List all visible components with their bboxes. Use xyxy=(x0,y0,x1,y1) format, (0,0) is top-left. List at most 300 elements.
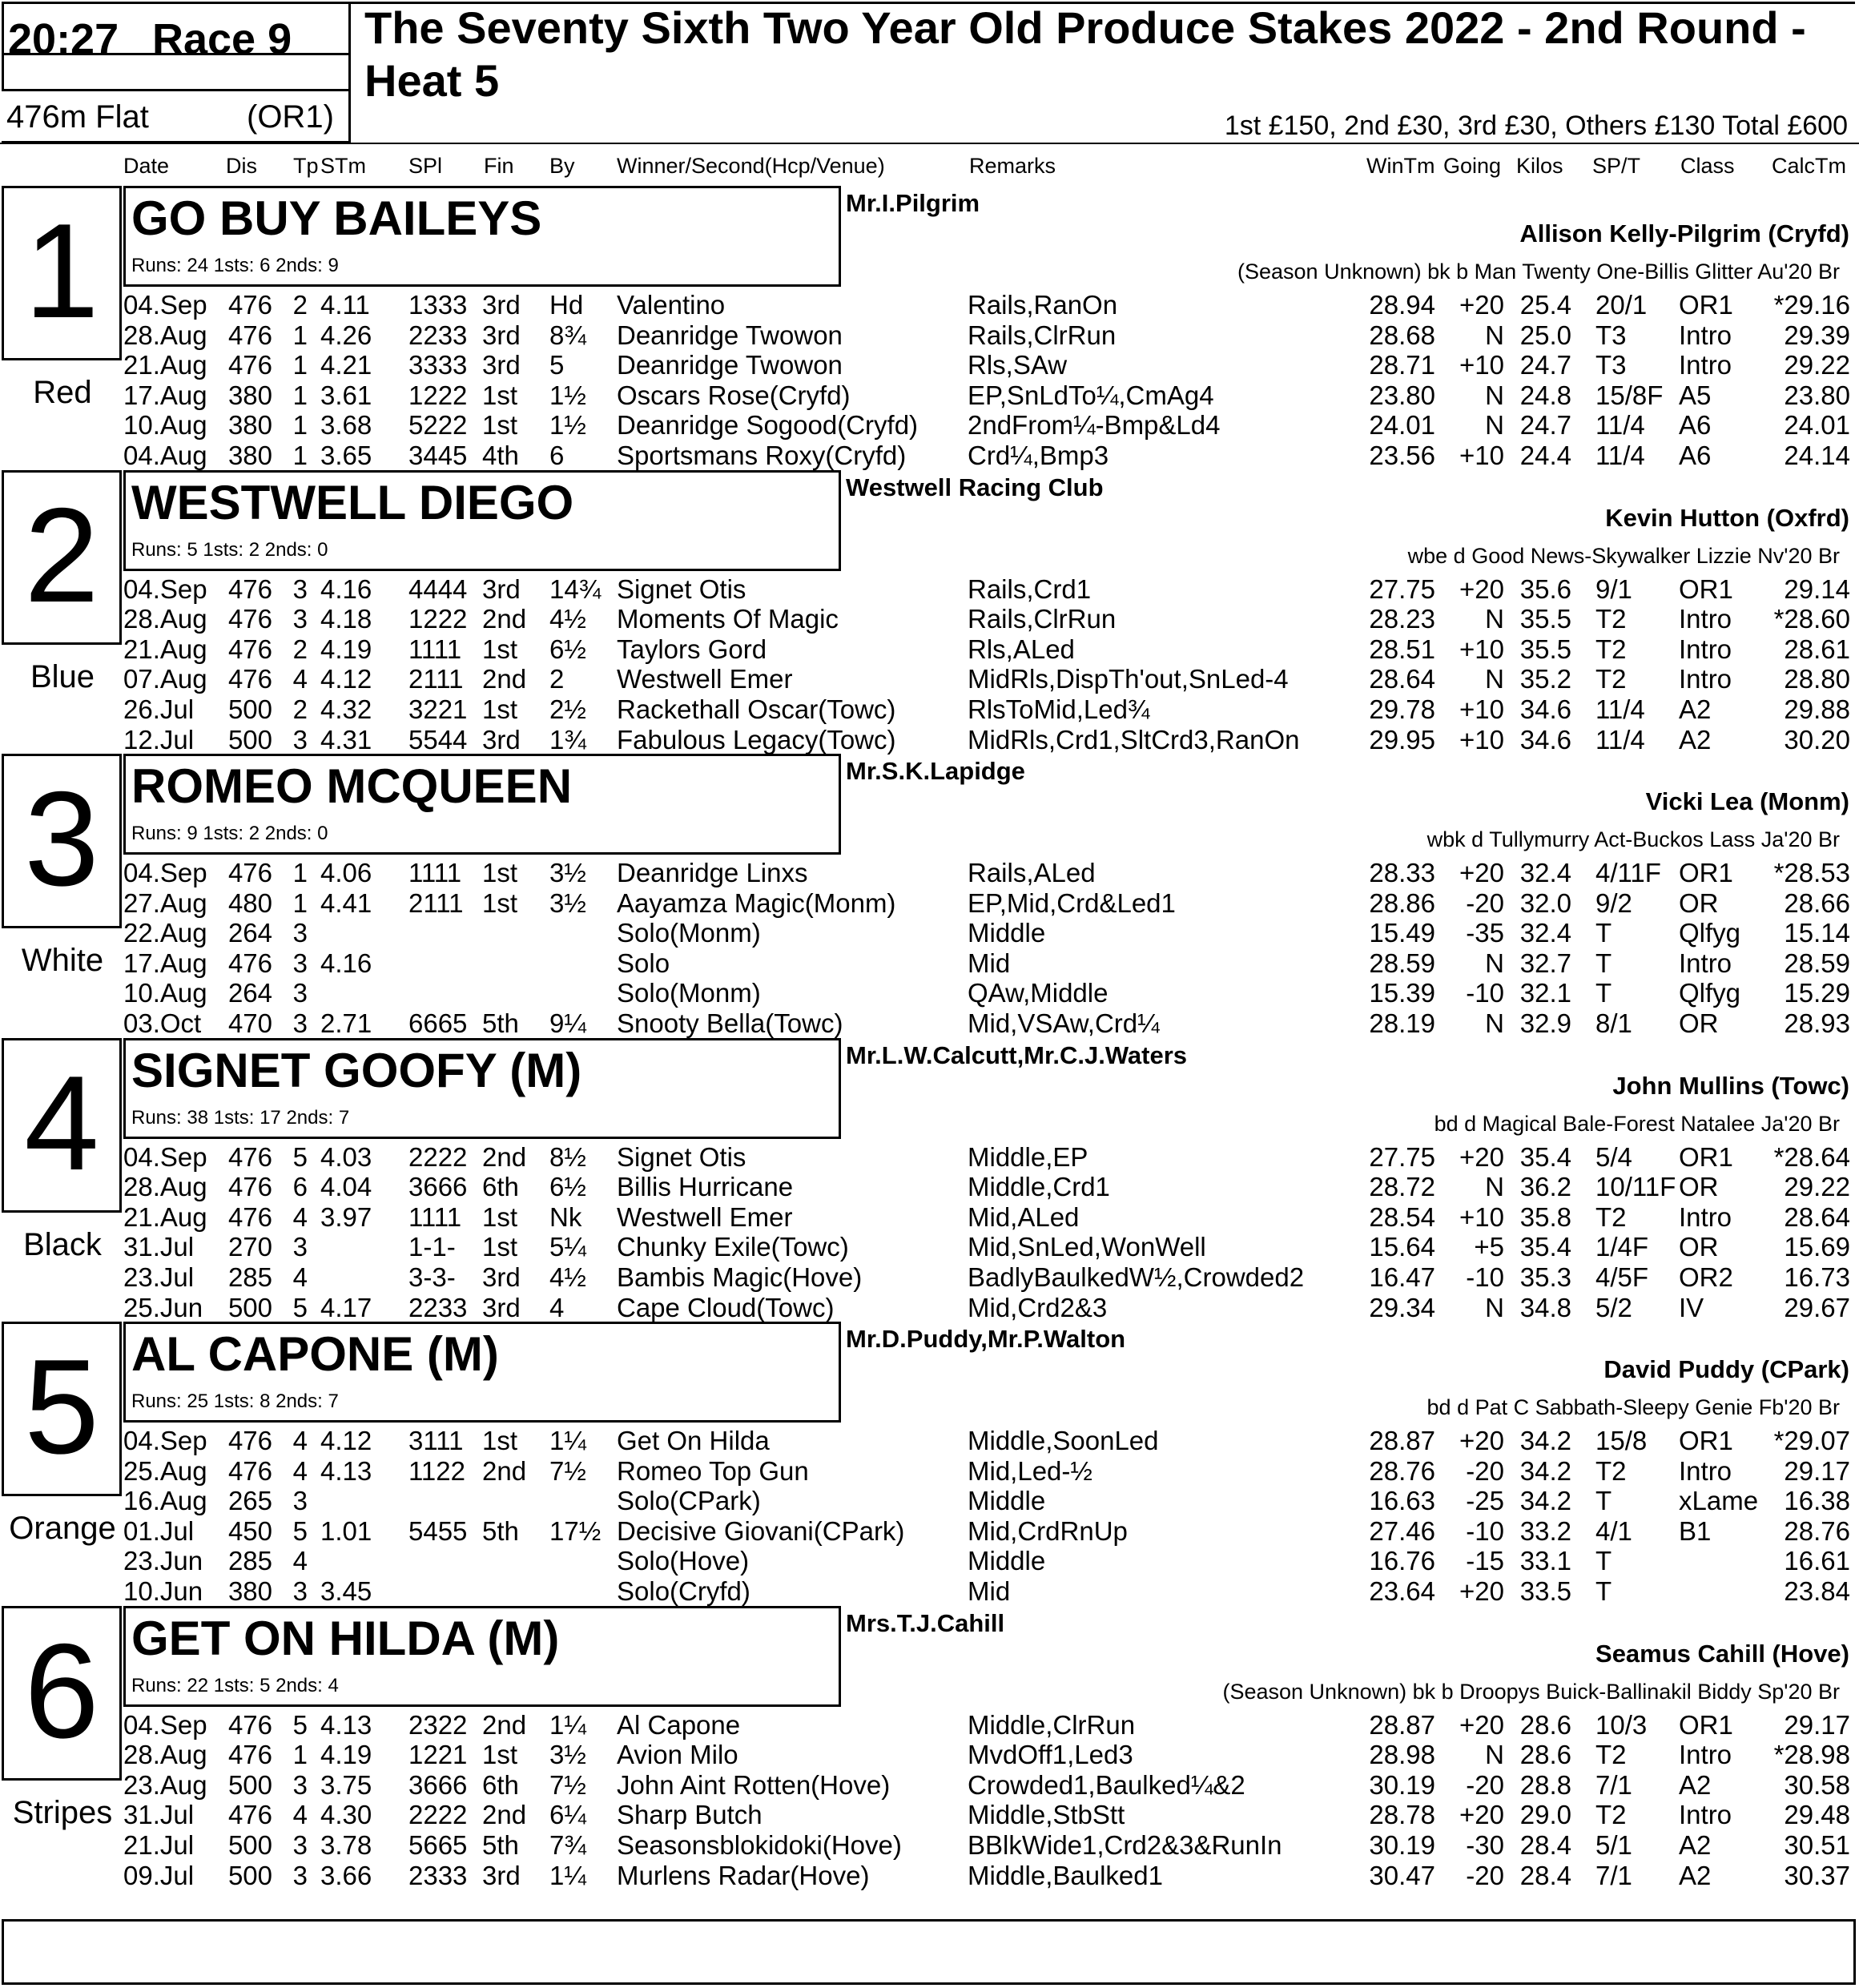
trainer-name: Seamus Cahill (Hove) xyxy=(1595,1639,1849,1668)
form-cell-wintm: 27.46 xyxy=(1369,1515,1435,1546)
form-cell-by: 3½ xyxy=(549,887,586,918)
form-cell-spl: 2233 xyxy=(408,320,468,350)
form-cell-winner: Cape Cloud(Towc) xyxy=(617,1292,835,1322)
form-cell-date: 09.Jul xyxy=(123,1860,195,1890)
form-cell-wintm: 28.94 xyxy=(1369,290,1435,320)
form-cell-wintm: 28.51 xyxy=(1369,634,1435,664)
race-grade: (OR1) xyxy=(247,99,334,135)
form-cell-going: +20 xyxy=(1459,1576,1504,1606)
form-cell-spt: 1/4F xyxy=(1595,1232,1649,1262)
form-cell-dis: 380 xyxy=(227,1576,272,1606)
form-cell-by: 4½ xyxy=(549,604,586,634)
form-cell-tp: 1 xyxy=(292,410,308,441)
column-header-date: Date xyxy=(123,154,170,178)
form-cell-by: 6½ xyxy=(549,634,586,664)
form-cell-fin: 5th xyxy=(482,1515,519,1546)
form-cell-stm: 1.01 xyxy=(320,1515,372,1546)
form-cell-date: 10.Aug xyxy=(123,410,207,441)
form-cell-dis: 476 xyxy=(227,634,272,664)
form-cell-dis: 500 xyxy=(227,1292,272,1322)
column-header-dis: Dis xyxy=(226,154,257,178)
form-cell-kilos: 35.6 xyxy=(1519,573,1571,604)
form-cell-winner: Westwell Emer xyxy=(617,664,793,694)
form-cell-winner: Deanridge Twowon xyxy=(617,320,843,350)
form-cell-spt: T xyxy=(1595,978,1612,1008)
form-cell-winner: Billis Hurricane xyxy=(617,1172,794,1202)
form-cell-fin: 1st xyxy=(482,887,518,918)
form-cell-remarks: BBlkWide1,Crd2&3&RunIn xyxy=(968,1829,1282,1860)
form-cell-stm: 4.06 xyxy=(320,858,372,887)
form-cell-spt: 4/5F xyxy=(1595,1262,1649,1292)
form-cell-dis: 476 xyxy=(227,1740,272,1770)
form-cell-calctm: 28.76 xyxy=(1784,1515,1850,1546)
form-cell-class: Intro xyxy=(1679,1201,1732,1232)
form-cell-winner: Decisive Giovani(CPark) xyxy=(617,1515,905,1546)
form-cell-kilos: 32.0 xyxy=(1519,887,1571,918)
form-cell-going: -10 xyxy=(1466,1515,1504,1546)
form-cell-date: 01.Jul xyxy=(123,1515,195,1546)
form-cell-dis: 476 xyxy=(227,1426,272,1455)
form-cell-spl: 3221 xyxy=(408,694,468,724)
form-cell-winner: Get On Hilda xyxy=(617,1426,770,1455)
form-cell-spt: T xyxy=(1595,1576,1612,1606)
form-cell-by: 9¼ xyxy=(549,1008,586,1038)
form-cell-date: 03.Oct xyxy=(123,1008,202,1038)
form-cell-dis: 470 xyxy=(227,1008,272,1038)
race-distance: 476m Flat xyxy=(6,99,149,135)
form-cell-fin: 6th xyxy=(482,1172,519,1202)
form-cell-date: 22.Aug xyxy=(123,918,207,948)
form-cell-wintm: 29.78 xyxy=(1369,694,1435,724)
form-cell-calctm: 30.51 xyxy=(1784,1829,1850,1860)
form-cell-wintm: 15.64 xyxy=(1369,1232,1435,1262)
form-cell-kilos: 24.4 xyxy=(1519,441,1571,470)
form-cell-by: 8½ xyxy=(549,1141,586,1172)
footer-box xyxy=(2,1919,1856,1985)
form-cell-tp: 2 xyxy=(292,634,308,664)
form-cell-spl: 2333 xyxy=(408,1860,468,1890)
column-header-tp: Tp xyxy=(293,154,319,178)
form-cell-winner: Bambis Magic(Hove) xyxy=(617,1262,863,1292)
form-cell-winner: Rackethall Oscar(Towc) xyxy=(617,694,896,724)
column-header-going: Going xyxy=(1443,154,1502,178)
form-cell-spt: 11/4 xyxy=(1595,724,1645,755)
form-cell-calctm: 16.38 xyxy=(1784,1486,1850,1516)
form-cell-by: 6¼ xyxy=(549,1800,586,1830)
form-cell-kilos: 35.2 xyxy=(1519,664,1571,694)
form-cell-by: 3½ xyxy=(549,858,586,887)
form-cell-going: -10 xyxy=(1466,978,1504,1008)
form-cell-spl: 2111 xyxy=(408,887,464,918)
form-cell-stm: 4.18 xyxy=(320,604,372,634)
form-cell-going: N xyxy=(1485,1008,1504,1038)
form-cell-wintm: 28.78 xyxy=(1369,1800,1435,1830)
form-cell-remarks: Middle xyxy=(968,1486,1046,1516)
form-cell-remarks: Mid,Crd2&3 xyxy=(968,1292,1108,1322)
form-cell-dis: 500 xyxy=(227,724,272,755)
form-cell-spt: 15/8 xyxy=(1595,1426,1648,1455)
form-cell-tp: 5 xyxy=(292,1709,308,1740)
form-cell-remarks: Rails,ClrRun xyxy=(968,604,1117,634)
form-cell-date: 21.Jul xyxy=(123,1829,195,1860)
form-cell-wintm: 16.63 xyxy=(1369,1486,1435,1516)
form-cell-going: +10 xyxy=(1459,1201,1504,1232)
form-cell-spl: 6665 xyxy=(408,1008,468,1038)
form-cell-calctm: 16.73 xyxy=(1784,1262,1850,1292)
form-cell-fin: 3rd xyxy=(482,290,521,320)
form-cell-stm: 4.30 xyxy=(320,1800,372,1830)
form-cell-spt: 7/1 xyxy=(1595,1769,1632,1800)
form-cell-remarks: Mid xyxy=(968,948,1011,978)
form-cell-spt: 15/8F xyxy=(1595,380,1664,410)
form-cell-remarks: MidRls,Crd1,SltCrd3,RanOn xyxy=(968,724,1300,755)
form-cell-dis: 476 xyxy=(227,290,272,320)
form-cell-wintm: 27.75 xyxy=(1369,573,1435,604)
form-cell-going: -10 xyxy=(1466,1262,1504,1292)
form-cell-by: 7½ xyxy=(549,1455,586,1486)
form-cell-dis: 380 xyxy=(227,380,272,410)
form-cell-class: Intro xyxy=(1679,634,1732,664)
form-cell-stm: 3.65 xyxy=(320,441,372,470)
form-cell-remarks: Rails,Crd1 xyxy=(968,573,1092,604)
form-cell-date: 04.Sep xyxy=(123,290,207,320)
dog-name: WESTWELL DIEGO xyxy=(131,475,574,529)
form-cell-fin: 3rd xyxy=(482,320,521,350)
form-cell-spt: T2 xyxy=(1595,634,1627,664)
form-cell-date: 04.Sep xyxy=(123,1141,207,1172)
form-cell-spl: 1333 xyxy=(408,290,468,320)
form-cell-dis: 264 xyxy=(227,918,272,948)
form-cell-spt: T2 xyxy=(1595,1455,1627,1486)
form-cell-calctm: 16.61 xyxy=(1784,1546,1850,1576)
column-header-spt: SP/T xyxy=(1592,154,1641,178)
form-cell-kilos: 34.8 xyxy=(1519,1292,1571,1322)
form-cell-remarks: Middle,EP xyxy=(968,1141,1088,1172)
form-cell-tp: 3 xyxy=(292,1008,308,1038)
form-cell-by: 1¾ xyxy=(549,724,586,755)
form-cell-kilos: 32.4 xyxy=(1519,918,1571,948)
form-cell-wintm: 15.49 xyxy=(1369,918,1435,948)
form-cell-kilos: 28.4 xyxy=(1519,1860,1571,1890)
form-cell-spt: 4/1 xyxy=(1595,1515,1632,1546)
trap-number: 3 xyxy=(24,763,99,914)
form-cell-kilos: 24.7 xyxy=(1519,410,1571,441)
runner-stats: Runs: 25 1sts: 8 2nds: 7 xyxy=(131,1390,339,1412)
form-cell-going: +10 xyxy=(1459,634,1504,664)
form-cell-fin: 6th xyxy=(482,1769,519,1800)
form-cell-wintm: 28.64 xyxy=(1369,664,1435,694)
form-cell-going: +10 xyxy=(1459,694,1504,724)
form-cell-stm: 4.13 xyxy=(320,1709,372,1740)
form-cell-remarks: Rls,SAw xyxy=(968,350,1068,380)
form-cell-class: OR1 xyxy=(1679,1141,1733,1172)
form-cell-spl: 3666 xyxy=(408,1769,468,1800)
form-cell-tp: 5 xyxy=(292,1141,308,1172)
form-cell-fin: 3rd xyxy=(482,350,521,380)
form-cell-kilos: 24.8 xyxy=(1519,380,1571,410)
trainer-name: Allison Kelly-Pilgrim (Cryfd) xyxy=(1519,219,1849,247)
form-cell-wintm: 16.47 xyxy=(1369,1262,1435,1292)
form-cell-kilos: 36.2 xyxy=(1519,1172,1571,1202)
form-cell-kilos: 28.8 xyxy=(1519,1769,1571,1800)
form-cell-calctm: 24.01 xyxy=(1784,410,1850,441)
form-cell-going: -20 xyxy=(1466,1455,1504,1486)
form-cell-tp: 4 xyxy=(292,1455,308,1486)
form-cell-fin: 2nd xyxy=(482,1709,527,1740)
runner-stats: Runs: 24 1sts: 6 2nds: 9 xyxy=(131,255,339,276)
form-cell-by: 1½ xyxy=(549,380,586,410)
form-cell-tp: 1 xyxy=(292,887,308,918)
breeding-info: bd d Pat C Sabbath-Sleepy Genie Fb'20 Br xyxy=(1426,1395,1840,1419)
form-cell-stm: 4.32 xyxy=(320,694,372,724)
form-cell-tp: 2 xyxy=(292,290,308,320)
form-cell-spl: 3111 xyxy=(408,1426,464,1455)
form-cell-winner: Oscars Rose(Cryfd) xyxy=(617,380,851,410)
form-cell-stm: 4.31 xyxy=(320,724,372,755)
form-cell-dis: 476 xyxy=(227,1455,272,1486)
form-cell-remarks: 2ndFrom¼-Bmp&Ld4 xyxy=(968,410,1221,441)
trainer-name: David Puddy (CPark) xyxy=(1603,1355,1849,1383)
form-cell-calctm: *28.53 xyxy=(1773,858,1850,887)
owner-name: Mrs.T.J.Cahill xyxy=(846,1608,1005,1637)
form-cell-spl: 3445 xyxy=(408,441,468,470)
breeding-info: wbe d Good News-Skywalker Lizzie Nv'20 Br xyxy=(1407,543,1840,568)
trap-number: 1 xyxy=(24,195,99,346)
column-header-fin: Fin xyxy=(484,154,514,178)
form-cell-dis: 285 xyxy=(227,1262,272,1292)
form-cell-by: 7¾ xyxy=(549,1829,586,1860)
form-cell-stm: 3.68 xyxy=(320,410,372,441)
form-cell-going: +10 xyxy=(1459,350,1504,380)
form-cell-kilos: 24.7 xyxy=(1519,350,1571,380)
column-header-by: By xyxy=(549,154,575,178)
form-cell-fin: 4th xyxy=(482,441,519,470)
form-cell-fin: 1st xyxy=(482,694,518,724)
form-cell-remarks: Mid,ALed xyxy=(968,1201,1080,1232)
form-cell-calctm: 28.80 xyxy=(1784,664,1850,694)
form-cell-fin: 2nd xyxy=(482,664,527,694)
form-cell-date: 04.Sep xyxy=(123,858,207,887)
form-cell-dis: 500 xyxy=(227,1860,272,1890)
form-cell-remarks: Middle,Baulked1 xyxy=(968,1860,1163,1890)
form-cell-wintm: 28.72 xyxy=(1369,1172,1435,1202)
form-cell-fin: 2nd xyxy=(482,1800,527,1830)
form-cell-calctm: 28.59 xyxy=(1784,948,1850,978)
form-cell-spl: 2222 xyxy=(408,1141,468,1172)
form-cell-spl: 1-1- xyxy=(408,1232,456,1262)
form-cell-tp: 3 xyxy=(292,1829,308,1860)
form-cell-winner: Deanridge Twowon xyxy=(617,350,843,380)
form-cell-date: 28.Aug xyxy=(123,1740,207,1770)
form-cell-fin: 2nd xyxy=(482,1455,527,1486)
trainer-name: Vicki Lea (Monm) xyxy=(1645,787,1849,815)
form-cell-class: OR xyxy=(1679,1172,1719,1202)
trainer-name: Kevin Hutton (Oxfrd) xyxy=(1605,503,1849,532)
form-cell-date: 28.Aug xyxy=(123,320,207,350)
form-cell-calctm: 29.14 xyxy=(1784,573,1850,604)
dog-name: ROMEO MCQUEEN xyxy=(131,759,573,813)
form-cell-spt: 10/3 xyxy=(1595,1709,1648,1740)
form-cell-calctm: 29.48 xyxy=(1784,1800,1850,1830)
form-cell-calctm: *28.64 xyxy=(1773,1141,1850,1172)
form-cell-kilos: 33.5 xyxy=(1519,1576,1571,1606)
form-cell-kilos: 32.7 xyxy=(1519,948,1571,978)
form-cell-wintm: 23.80 xyxy=(1369,380,1435,410)
form-cell-by: 8¾ xyxy=(549,320,586,350)
form-cell-tp: 6 xyxy=(292,1172,308,1202)
form-cell-class: A2 xyxy=(1679,694,1712,724)
form-cell-calctm: 15.29 xyxy=(1784,978,1850,1008)
form-cell-wintm: 29.34 xyxy=(1369,1292,1435,1322)
form-cell-by: 2½ xyxy=(549,694,586,724)
dog-name: GET ON HILDA (M) xyxy=(131,1611,560,1665)
form-cell-calctm: *29.16 xyxy=(1773,290,1850,320)
form-cell-remarks: BadlyBaulkedW½,Crowded2 xyxy=(968,1262,1305,1292)
form-cell-stm: 4.11 xyxy=(320,290,370,320)
form-cell-stm: 4.41 xyxy=(320,887,372,918)
form-cell-dis: 500 xyxy=(227,1769,272,1800)
form-cell-class: OR1 xyxy=(1679,290,1733,320)
form-cell-kilos: 28.6 xyxy=(1519,1740,1571,1770)
form-cell-remarks: Middle,Crd1 xyxy=(968,1172,1110,1202)
form-cell-stm: 4.19 xyxy=(320,1740,372,1770)
form-cell-spt: 11/4 xyxy=(1595,694,1645,724)
owner-name: Mr.L.W.Calcutt,Mr.C.J.Waters xyxy=(846,1040,1188,1069)
form-cell-date: 04.Sep xyxy=(123,573,207,604)
form-cell-calctm: 28.64 xyxy=(1784,1201,1850,1232)
form-cell-stm: 4.04 xyxy=(320,1172,372,1202)
form-cell-spl: 2233 xyxy=(408,1292,468,1322)
form-cell-wintm: 16.76 xyxy=(1369,1546,1435,1576)
form-cell-class: Qlfyg xyxy=(1679,978,1741,1008)
form-cell-class: A2 xyxy=(1679,1829,1712,1860)
form-cell-tp: 4 xyxy=(292,1201,308,1232)
form-cell-date: 04.Aug xyxy=(123,441,207,470)
form-cell-spl: 1222 xyxy=(408,604,468,634)
form-cell-winner: Aayamza Magic(Monm) xyxy=(617,887,896,918)
form-cell-going: N xyxy=(1485,948,1504,978)
form-cell-remarks: Middle xyxy=(968,1546,1046,1576)
form-cell-tp: 3 xyxy=(292,1232,308,1262)
form-cell-winner: John Aint Rotten(Hove) xyxy=(617,1769,891,1800)
form-cell-calctm: 28.66 xyxy=(1784,887,1850,918)
form-cell-wintm: 29.95 xyxy=(1369,724,1435,755)
form-cell-class: OR1 xyxy=(1679,573,1733,604)
form-cell-wintm: 23.56 xyxy=(1369,441,1435,470)
form-cell-class: A2 xyxy=(1679,1860,1712,1890)
trap-color: Orange xyxy=(9,1511,116,1546)
form-cell-wintm: 28.98 xyxy=(1369,1740,1435,1770)
form-cell-remarks: Mid,Led-½ xyxy=(968,1455,1092,1486)
form-cell-fin: 1st xyxy=(482,1201,518,1232)
column-header-stm: STm xyxy=(320,154,366,178)
form-cell-spl: 3666 xyxy=(408,1172,468,1202)
form-cell-date: 16.Aug xyxy=(123,1486,207,1516)
form-cell-fin: 3rd xyxy=(482,1860,521,1890)
form-cell-remarks: MvdOff1,Led3 xyxy=(968,1740,1133,1770)
form-cell-winner: Chunky Exile(Towc) xyxy=(617,1232,849,1262)
dog-name: AL CAPONE (M) xyxy=(131,1327,499,1381)
form-cell-spl: 1111 xyxy=(408,858,462,887)
form-cell-class: Intro xyxy=(1679,320,1732,350)
form-cell-remarks: Middle,ClrRun xyxy=(968,1709,1136,1740)
form-cell-class: Intro xyxy=(1679,1740,1732,1770)
column-header-spl: SPl xyxy=(408,154,443,178)
form-cell-remarks: MidRls,DispTh'out,SnLed-4 xyxy=(968,664,1289,694)
form-cell-winner: Romeo Top Gun xyxy=(617,1455,809,1486)
owner-name: Mr.I.Pilgrim xyxy=(846,189,980,217)
form-cell-kilos: 35.3 xyxy=(1519,1262,1571,1292)
form-cell-dis: 500 xyxy=(227,694,272,724)
form-cell-spt: 5/4 xyxy=(1595,1141,1632,1172)
form-cell-wintm: 28.59 xyxy=(1369,948,1435,978)
form-cell-calctm: 15.14 xyxy=(1784,918,1850,948)
form-cell-kilos: 28.4 xyxy=(1519,1829,1571,1860)
form-cell-stm: 4.16 xyxy=(320,573,372,604)
form-cell-going: -30 xyxy=(1466,1829,1504,1860)
form-cell-stm: 4.12 xyxy=(320,664,372,694)
form-cell-class: OR xyxy=(1679,1232,1719,1262)
form-cell-calctm: *28.98 xyxy=(1773,1740,1850,1770)
form-cell-winner: Snooty Bella(Towc) xyxy=(617,1008,843,1038)
form-cell-fin: 1st xyxy=(482,1232,518,1262)
form-cell-fin: 3rd xyxy=(482,1262,521,1292)
form-cell-tp: 3 xyxy=(292,978,308,1008)
form-cell-tp: 4 xyxy=(292,1426,308,1455)
form-cell-by: 4 xyxy=(549,1292,565,1322)
form-cell-winner: Solo(Hove) xyxy=(617,1546,750,1576)
form-cell-winner: Sportsmans Roxy(Cryfd) xyxy=(617,441,907,470)
form-cell-calctm: 24.14 xyxy=(1784,441,1850,470)
form-cell-dis: 264 xyxy=(227,978,272,1008)
form-cell-tp: 1 xyxy=(292,441,308,470)
form-cell-class: A5 xyxy=(1679,380,1712,410)
form-cell-remarks: Rls,ALed xyxy=(968,634,1075,664)
form-cell-going: N xyxy=(1485,664,1504,694)
form-cell-dis: 476 xyxy=(227,573,272,604)
form-cell-wintm: 28.87 xyxy=(1369,1426,1435,1455)
form-cell-wintm: 30.19 xyxy=(1369,1829,1435,1860)
runner-stats: Runs: 9 1sts: 2 2nds: 0 xyxy=(131,823,328,844)
form-cell-wintm: 28.87 xyxy=(1369,1709,1435,1740)
form-cell-dis: 265 xyxy=(227,1486,272,1516)
form-cell-going: N xyxy=(1485,604,1504,634)
trap-number: 4 xyxy=(24,1047,99,1198)
form-cell-date: 27.Aug xyxy=(123,887,207,918)
owner-name: Westwell Racing Club xyxy=(846,473,1104,501)
form-cell-class: OR1 xyxy=(1679,1426,1733,1455)
form-cell-kilos: 34.2 xyxy=(1519,1455,1571,1486)
form-cell-date: 31.Jul xyxy=(123,1232,195,1262)
form-cell-calctm: 29.22 xyxy=(1784,350,1850,380)
column-header-remarks: Remarks xyxy=(969,154,1056,178)
form-cell-remarks: Rails,ClrRun xyxy=(968,320,1117,350)
form-cell-tp: 3 xyxy=(292,1576,308,1606)
form-cell-by: 6½ xyxy=(549,1172,586,1202)
form-cell-winner: Solo(Cryfd) xyxy=(617,1576,750,1606)
form-cell-winner: Seasonsblokidoki(Hove) xyxy=(617,1829,902,1860)
form-cell-remarks: QAw,Middle xyxy=(968,978,1109,1008)
form-cell-by: 1¼ xyxy=(549,1860,586,1890)
form-cell-going: -20 xyxy=(1466,1860,1504,1890)
form-cell-dis: 476 xyxy=(227,1800,272,1830)
form-cell-going: N xyxy=(1485,410,1504,441)
form-cell-fin: 1st xyxy=(482,858,518,887)
trap-number: 5 xyxy=(24,1331,99,1482)
form-cell-kilos: 35.8 xyxy=(1519,1201,1571,1232)
form-cell-date: 26.Jul xyxy=(123,694,195,724)
trainer-name: John Mullins (Towc) xyxy=(1612,1071,1849,1100)
